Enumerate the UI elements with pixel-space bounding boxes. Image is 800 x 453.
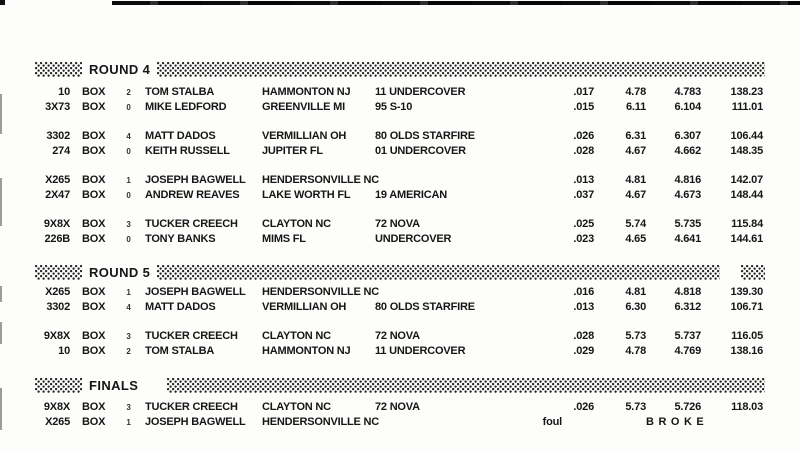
driver-name: JOSEPH BAGWELL [145,416,246,428]
result-row [0,300,800,315]
speed-mph: 118.03 [731,401,763,413]
driver-name: TUCKER CREECH [145,401,238,413]
heat-pair [0,129,800,159]
win-count: 0 [126,103,131,112]
car-number: 9X8X [43,218,70,230]
class-label: BOX [82,101,106,113]
vehicle [375,173,520,188]
win-count: 0 [126,191,131,200]
foul-note [520,144,562,159]
win-count: 2 [126,347,131,356]
car-number: 274 [52,145,70,157]
scan-artifact-top-line [112,1,800,5]
dial-in: 4.67 [625,145,646,157]
heat-pair [0,173,800,203]
dial-in: 4.78 [625,86,646,98]
reaction-time: .013 [573,301,594,313]
elapsed-time: 4.769 [674,345,701,357]
section-header-finals [35,378,765,393]
elapsed-time: 4.783 [674,86,701,98]
driver-name: TOM STALBA [145,345,215,357]
class-label: BOX [82,86,106,98]
dial-in: 4.81 [625,174,646,186]
dial-in: 6.11 [625,101,646,113]
result-row [0,85,800,100]
speed-mph: 139.30 [730,286,763,298]
broke-note: BROKE [646,416,709,428]
result-row [0,217,800,232]
section-header-round4 [35,62,765,77]
speed-mph: 115.84 [731,218,763,230]
result-row [0,232,800,247]
result-row [0,188,800,203]
result-row [0,400,800,415]
class-label: BOX [82,218,106,230]
win-count: 0 [126,147,131,156]
vehicle: 11 UNDERCOVER [375,86,466,98]
reaction-time: .037 [573,189,594,201]
foul-note [520,300,562,315]
dial-in: 6.30 [625,301,646,313]
result-row [0,100,800,115]
result-row [0,415,800,430]
vehicle: 95 S-10 [375,101,413,113]
reaction-time: .023 [573,233,594,245]
car-number: 9X8X [43,401,70,413]
speed-mph: 106.44 [730,130,763,142]
hometown: MIMS FL [262,233,306,245]
driver-name: JOSEPH BAGWELL [145,286,246,298]
driver-name: KEITH RUSSELL [145,145,230,157]
result-row [0,173,800,188]
hometown: VERMILLIAN OH [262,130,347,142]
heat-pair [0,329,800,359]
car-number: X265 [45,286,70,298]
vehicle [375,415,520,430]
reaction-time: .029 [573,345,594,357]
result-row [0,329,800,344]
class-label: BOX [82,416,106,428]
speed-mph: 106.71 [730,301,763,313]
halftone-band [35,62,82,77]
speed-mph: 138.16 [730,345,763,357]
round5-rows [0,285,800,359]
foul-note [520,173,562,188]
vehicle: 80 OLDS STARFIRE [375,130,475,142]
hometown: HENDERSONVILLE NC [262,416,379,428]
foul-note [520,217,562,232]
halftone-band [35,378,82,393]
reaction-time: .017 [573,86,594,98]
reaction-time: .015 [573,101,594,113]
win-count: 1 [126,418,131,427]
foul-note [520,344,562,359]
speed-mph: 111.01 [731,101,763,113]
car-number: 10 [58,345,70,357]
halftone-band-fragment [741,265,765,280]
dial-in: 4.81 [625,286,646,298]
band-gap [145,378,167,393]
speed-mph: 148.35 [730,145,763,157]
vehicle [375,285,520,300]
elapsed-time: 4.662 [674,145,701,157]
vehicle: 72 NOVA [375,218,420,230]
elapsed-time: 6.307 [674,130,701,142]
driver-name: MATT DADOS [145,130,216,142]
elapsed-time: 4.818 [674,286,701,298]
car-number: 226B [44,233,70,245]
reaction-time: .026 [573,401,594,413]
speed-mph: 144.61 [730,233,763,245]
scan-artifact-corner [0,0,5,5]
win-count: 4 [126,303,131,312]
win-count: 4 [126,132,131,141]
foul-note [520,100,562,115]
vehicle: 19 AMERICAN [375,189,447,201]
elapsed-time: 4.816 [674,174,701,186]
hometown: JUPITER FL [262,145,323,157]
elapsed-time: 4.673 [674,189,701,201]
class-label: BOX [82,189,106,201]
heat-pair [0,400,800,430]
result-row [0,144,800,159]
car-number: 2X47 [45,189,70,201]
class-label: BOX [82,345,106,357]
hometown: HAMMONTON NJ [262,345,351,357]
dial-in [594,415,646,430]
finals-rows [0,400,800,430]
reaction-time [562,415,594,430]
speed-mph: 138.23 [730,86,763,98]
reaction-time: .025 [573,218,594,230]
section-header-round5 [35,265,720,280]
driver-name: MIKE LEDFORD [145,101,227,113]
hometown: HENDERSONVILLE NC [262,286,379,298]
dial-in: 5.74 [625,218,646,230]
halftone-band [167,378,765,393]
win-count: 1 [126,288,131,297]
win-count: 2 [126,88,131,97]
heat-pair [0,217,800,247]
driver-name: TUCKER CREECH [145,330,238,342]
hometown: LAKE WORTH FL [262,189,351,201]
foul-note [520,329,562,344]
result-row [0,344,800,359]
hometown: CLAYTON NC [262,330,331,342]
car-number: 3302 [46,130,70,142]
car-number: X265 [45,416,70,428]
win-count: 3 [126,332,131,341]
driver-name: TONY BANKS [145,233,216,245]
dial-in: 6.31 [625,130,646,142]
foul-note [520,129,562,144]
vehicle: 72 NOVA [375,401,420,413]
class-label: BOX [82,233,106,245]
round4-rows [0,85,800,247]
reaction-time: .028 [573,145,594,157]
driver-name: JOSEPH BAGWELL [145,174,246,186]
class-label: BOX [82,286,106,298]
result-row [0,285,800,300]
win-count: 3 [126,220,131,229]
foul-note [520,232,562,247]
driver-name: TOM STALBA [145,86,215,98]
speed-mph: 116.05 [731,330,763,342]
heat-pair [0,85,800,115]
class-label: BOX [82,301,106,313]
elapsed-time: 4.641 [674,233,701,245]
car-number: 3X73 [45,101,70,113]
class-label: BOX [82,401,106,413]
vehicle: 11 UNDERCOVER [375,345,466,357]
dial-in: 5.73 [625,401,646,413]
foul-note [520,188,562,203]
halftone-band [157,62,765,77]
elapsed-time: 6.312 [674,301,701,313]
vehicle: UNDERCOVER [375,233,452,245]
speed-mph [701,415,763,430]
reaction-time: .026 [573,130,594,142]
halftone-band [35,265,82,280]
dial-in: 5.73 [625,330,646,342]
elapsed-time: 5.726 [674,401,701,413]
hometown: CLAYTON NC [262,401,331,413]
class-label: BOX [82,174,106,186]
class-label: BOX [82,130,106,142]
hometown: HAMMONTON NJ [262,86,351,98]
class-label: BOX [82,330,106,342]
win-count: 1 [126,176,131,185]
vehicle: 72 NOVA [375,330,420,342]
result-row [0,129,800,144]
dial-in: 4.65 [625,233,646,245]
car-number: 10 [58,86,70,98]
dial-in: 4.67 [625,189,646,201]
foul-note [520,285,562,300]
car-number: 3302 [46,301,70,313]
car-number: X265 [45,174,70,186]
win-count: 3 [126,403,131,412]
reaction-time: .016 [573,286,594,298]
foul-note [520,400,562,415]
elapsed-time: 5.735 [674,218,701,230]
vehicle: 80 OLDS STARFIRE [375,301,475,313]
foul-note: foul [542,416,562,428]
reaction-time: .028 [573,330,594,342]
dial-in: 4.78 [625,345,646,357]
reaction-time: .013 [573,174,594,186]
section-title: FINALS [82,378,145,393]
elapsed-time: 5.737 [674,330,701,342]
hometown: GREENVILLE MI [262,101,345,113]
hometown: CLAYTON NC [262,218,331,230]
section-title: ROUND 4 [82,62,157,77]
hometown: VERMILLIAN OH [262,301,347,313]
driver-name: ANDREW REAVES [145,189,240,201]
driver-name: MATT DADOS [145,301,216,313]
speed-mph: 148.44 [730,189,763,201]
speed-mph: 142.07 [730,174,763,186]
halftone-band [157,265,720,280]
car-number: 9X8X [43,330,70,342]
vehicle: 01 UNDERCOVER [375,145,466,157]
heat-pair [0,285,800,315]
elapsed-time: 6.104 [674,101,701,113]
win-count: 0 [126,235,131,244]
section-title: ROUND 5 [82,265,157,280]
class-label: BOX [82,145,106,157]
driver-name: TUCKER CREECH [145,218,238,230]
foul-note [520,85,562,100]
hometown: HENDERSONVILLE NC [262,174,379,186]
